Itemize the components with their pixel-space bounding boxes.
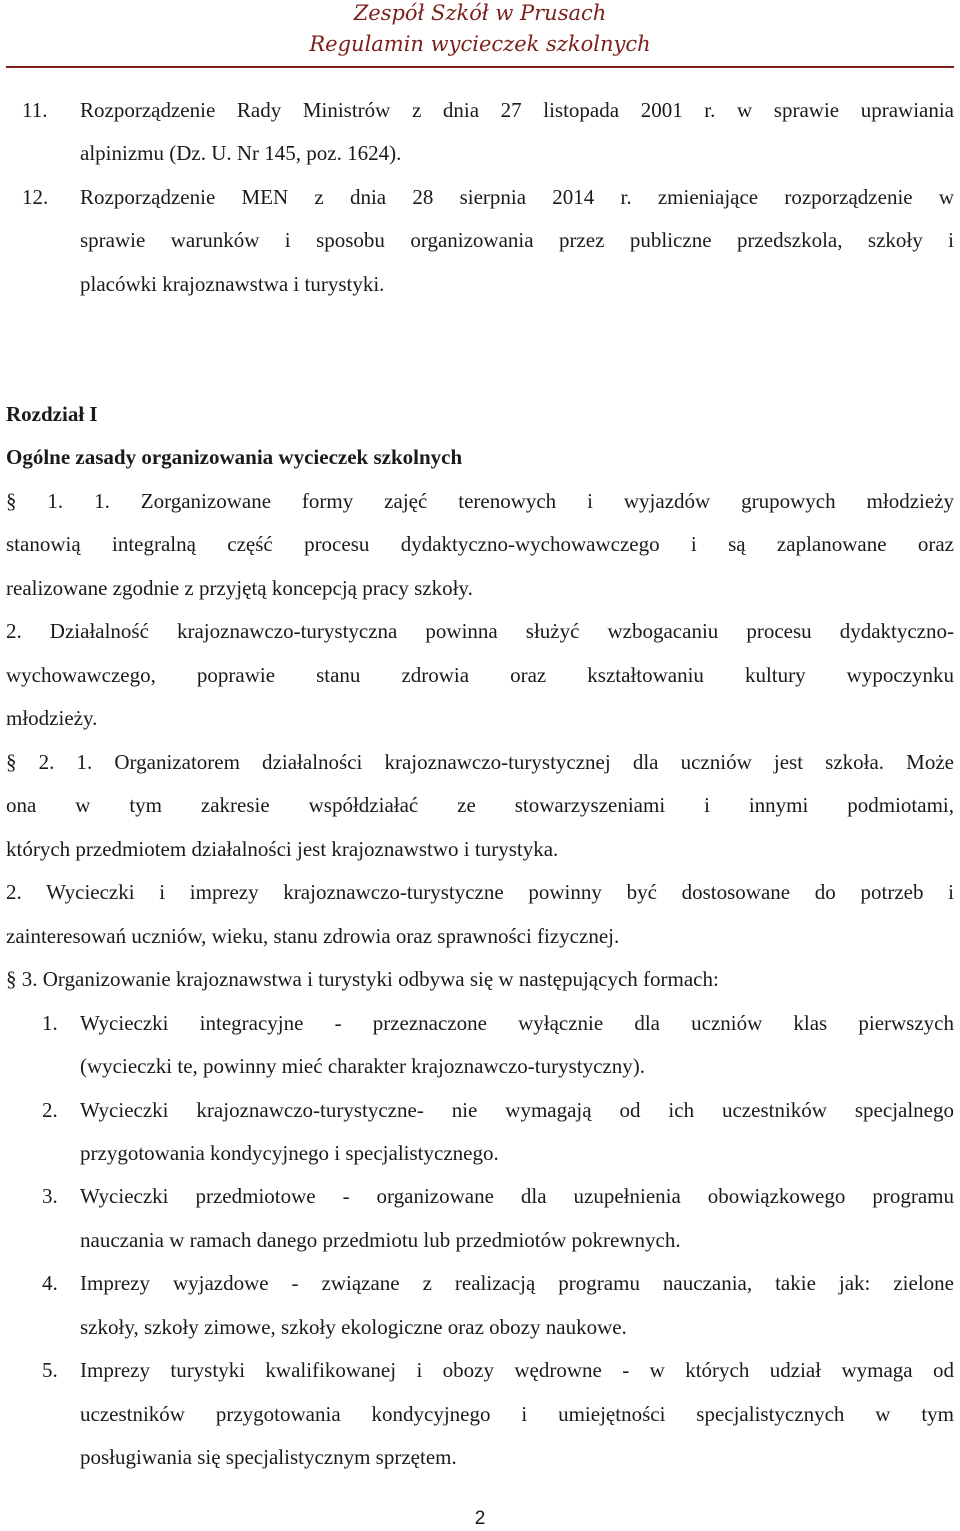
form-item-1-line-2: (wycieczki te, powinny mieć charakter krajoznawczo-turystyczny).	[80, 1054, 645, 1078]
form-item-2-number: 2.	[42, 1098, 58, 1122]
header-document-title: Regulamin wycieczek szkolnych	[309, 32, 651, 56]
chapter-subtitle: Ogólne zasady organizowania wycieczek szkolnych	[6, 445, 463, 469]
reference-item-12-number: 12.	[22, 185, 49, 209]
reference-item-11-line-1: Rozporządzenie Rady Ministrów z dnia 27 listopada 2001 r. w sprawie uprawiania	[80, 98, 954, 122]
form-item-4-number: 4.	[42, 1271, 58, 1295]
section-2-paragraph-2-line-1: 2. Wycieczki i imprezy krajoznawczo-turystyczne powinny być dostosowane do potrzeb i	[6, 880, 954, 904]
form-item-5-line-2: uczestników przygotowania kondycyjnego i umiejętności specjalistycznych w tym	[80, 1402, 954, 1426]
form-item-5-number: 5.	[42, 1358, 58, 1382]
form-item-3-line-2: nauczania w ramach danego przedmiotu lub przedmiotów pokrewnych.	[80, 1228, 681, 1252]
section-2-paragraph-1-line-3: których przedmiotem działalności jest krajoznawstwo i turystyka.	[6, 837, 559, 861]
section-2-paragraph-2-line-2: zainteresowań uczniów, wieku, stanu zdrowia oraz sprawności fizycznej.	[6, 924, 620, 948]
section-1-paragraph-1-line-1: § 1. 1. Zorganizowane formy zajęć terenowych i wyjazdów grupowych młodzieży	[6, 489, 954, 513]
form-item-4-line-2: szkoły, szkoły zimowe, szkoły ekologiczne oraz obozy naukowe.	[80, 1315, 627, 1339]
section-1-paragraph-1-line-2: stanowią integralną część procesu dydaktyczno-wychowawczego i są zaplanowane oraz	[6, 532, 954, 556]
section-1-paragraph-2-line-3: młodzieży.	[6, 706, 98, 730]
reference-item-12-line-3: placówki krajoznawstwa i turystyki.	[80, 272, 385, 296]
reference-item-11-line-2: alpinizmu (Dz. U. Nr 145, poz. 1624).	[80, 141, 402, 165]
reference-item-11-number: 11.	[22, 98, 48, 122]
chapter-title: Rozdział I	[6, 402, 98, 426]
form-item-5-line-1: Imprezy turystyki kwalifikowanej i obozy wędrowne - w których udział wymaga od	[80, 1358, 954, 1382]
section-2-paragraph-1-line-1: § 2. 1. Organizatorem działalności krajoznawczo-turystycznej dla uczniów jest szkoła. Może	[6, 750, 954, 774]
section-2-paragraph-1-line-2: ona w tym zakresie współdziałać ze stowarzyszeniami i innymi podmiotami,	[6, 793, 954, 817]
section-1-paragraph-1-line-3: realizowane zgodnie z przyjętą koncepcją pracy szkoły.	[6, 576, 473, 600]
section-1-paragraph-2-line-1: 2. Działalność krajoznawczo-turystyczna powinna służyć wzbogacaniu procesu dydaktyczno-	[6, 619, 954, 643]
reference-item-12-line-1: Rozporządzenie MEN z dnia 28 sierpnia 2014 r. zmieniające rozporządzenie w	[80, 185, 954, 209]
header-school: Zespół Szkół w Prusach	[353, 1, 607, 25]
section-1-paragraph-2-line-2: wychowawczego, poprawie stanu zdrowia oraz kształtowaniu kultury wypoczynku	[6, 663, 954, 687]
form-item-1-line-1: Wycieczki integracyjne - przeznaczone wyłącznie dla uczniów klas pierwszych	[80, 1011, 954, 1035]
form-item-5-line-3: posługiwania się specjalistycznym sprzętem.	[80, 1445, 457, 1469]
header-rule	[6, 66, 954, 68]
form-item-3-line-1: Wycieczki przedmiotowe - organizowane dla uzupełnienia obowiązkowego programu	[80, 1184, 954, 1208]
section-3-intro: § 3. Organizowanie krajoznawstwa i turystyki odbywa się w następujących formach:	[6, 967, 719, 991]
reference-item-12-line-2: sprawie warunków i sposobu organizowania przez publiczne przedszkola, szkoły i	[80, 228, 954, 252]
form-item-2-line-2: przygotowania kondycyjnego i specjalistycznego.	[80, 1141, 499, 1165]
form-item-2-line-1: Wycieczki krajoznawczo-turystyczne- nie wymagają od ich uczestników specjalnego	[80, 1098, 954, 1122]
form-item-3-number: 3.	[42, 1184, 58, 1208]
form-item-1-number: 1.	[42, 1011, 58, 1035]
page-number: 2	[474, 1508, 486, 1529]
form-item-4-line-1: Imprezy wyjazdowe - związane z realizacją programu nauczania, takie jak: zielone	[80, 1271, 954, 1295]
